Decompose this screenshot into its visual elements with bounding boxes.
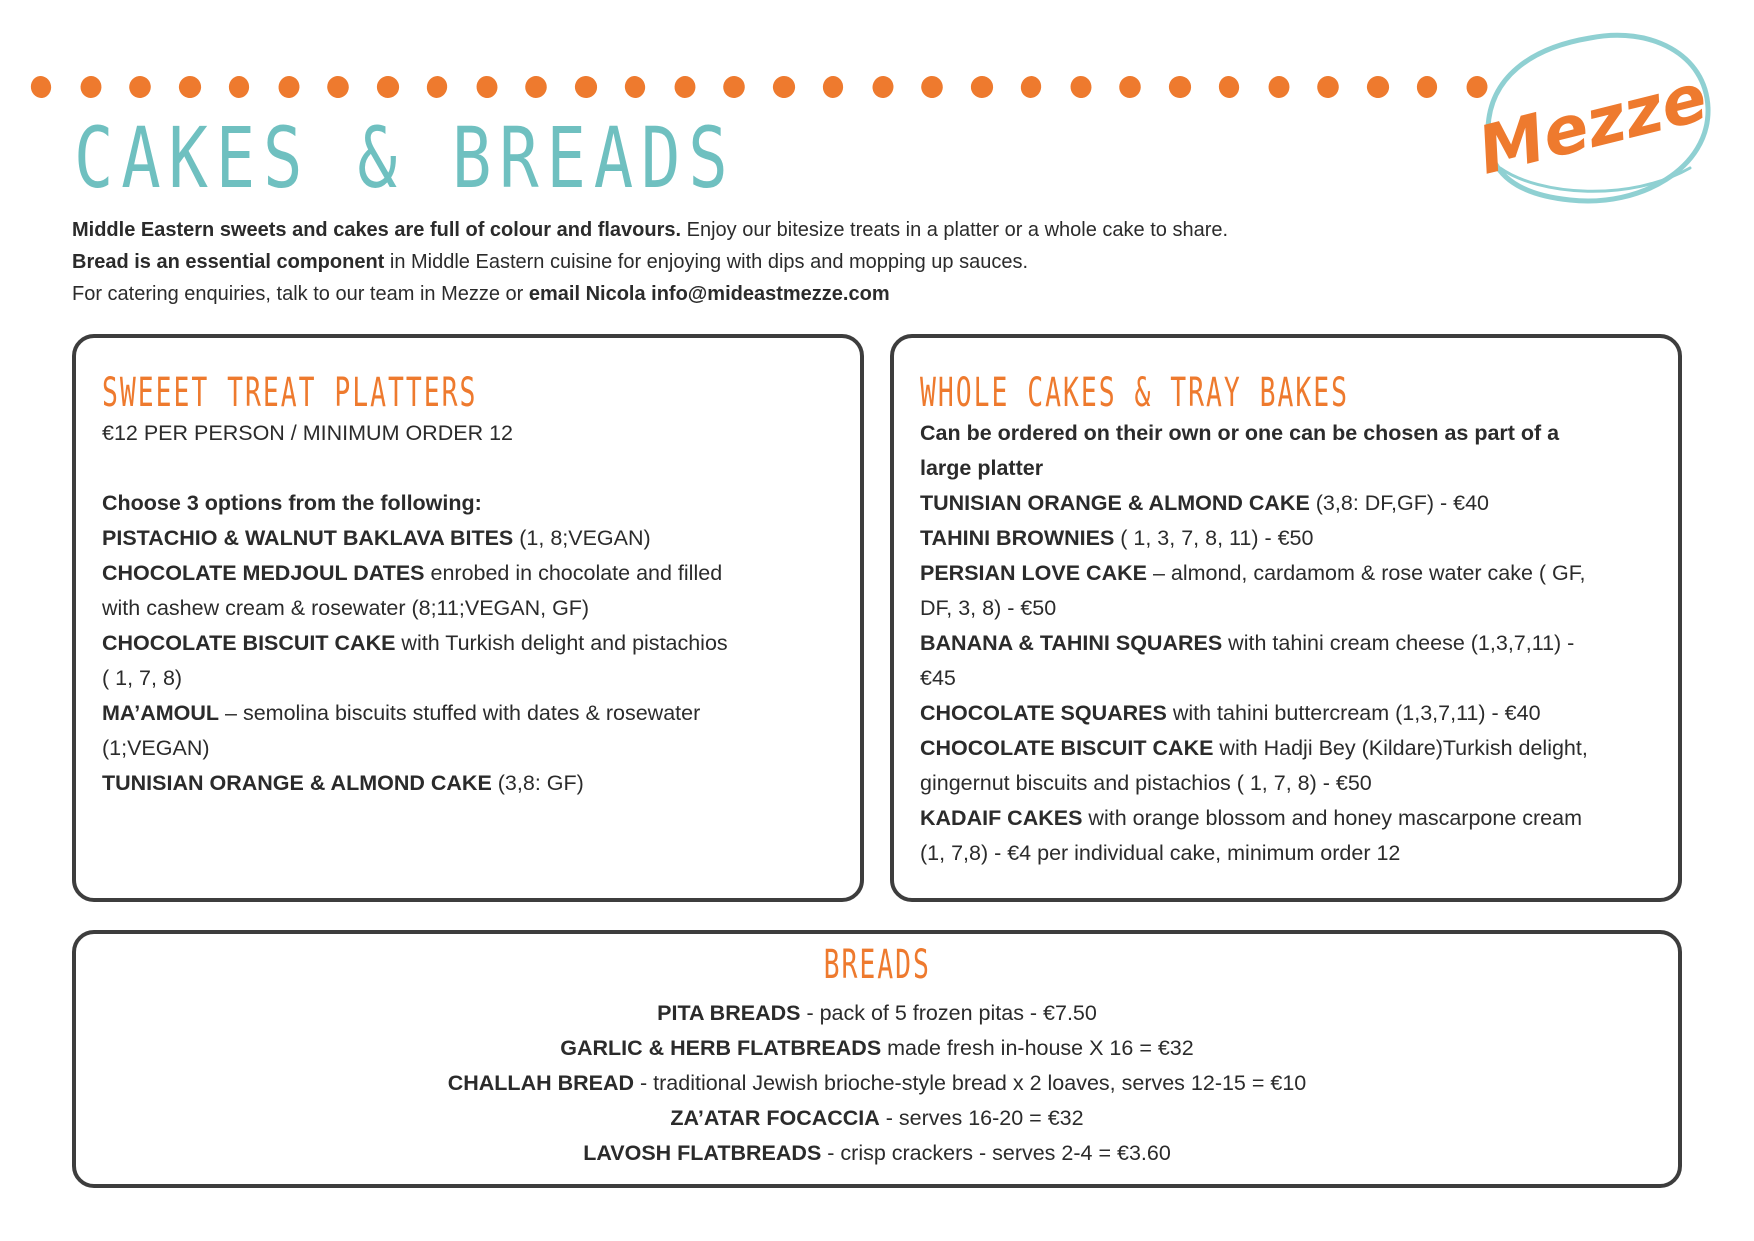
list-item: TAHINI BROWNIES ( 1, 3, 7, 8, 11) - €50 xyxy=(920,526,1314,550)
list-item: gingernut biscuits and pistachios ( 1, 7, 8) - €50 xyxy=(920,771,1372,795)
dot-icon xyxy=(229,76,250,99)
list-item: TUNISIAN ORANGE & ALMOND CAKE (3,8: DF,GF) - €40 xyxy=(920,491,1490,515)
logo-text: Mezze xyxy=(1480,58,1715,190)
list-item: MA’AMOUL – semolina biscuits stuffed with dates & rosewater xyxy=(102,701,701,725)
breads-title: BREADS xyxy=(823,942,931,988)
platters-title: SWEEET TREAT PLATTERS xyxy=(102,370,478,416)
dot-icon xyxy=(823,76,844,99)
list-item: ( 1, 7, 8) xyxy=(102,666,183,690)
logo-ring-icon xyxy=(1480,18,1718,218)
breads-panel xyxy=(72,930,1682,1188)
list-item: CHALLAH BREAD - traditional Jewish brioche-style bread x 2 loaves, serves 12-15 = €10 xyxy=(447,1071,1307,1095)
dot-icon xyxy=(1365,74,1391,100)
intro-text xyxy=(72,214,1472,310)
dot-icon xyxy=(276,74,302,100)
breads-list xyxy=(76,996,1678,1171)
cakes-list xyxy=(920,486,1660,871)
platters-choose: Choose 3 options from the following: xyxy=(102,491,482,515)
list-item: TUNISIAN ORANGE & ALMOND CAKE (3,8: GF) xyxy=(102,771,584,795)
dot-icon xyxy=(425,74,450,100)
page-title: CAKES & BREADS xyxy=(74,109,736,207)
dot-icon xyxy=(572,74,599,101)
list-item: (1;VEGAN) xyxy=(102,736,210,760)
cakes-title: WHOLE CAKES & TRAY BAKES xyxy=(920,370,1349,416)
dot-icon xyxy=(1166,74,1193,101)
dot-icon xyxy=(474,74,498,99)
list-item: DF, 3, 8) - €50 xyxy=(920,596,1057,620)
dot-icon xyxy=(525,76,547,99)
dot-icon xyxy=(1068,74,1092,99)
dot-icon xyxy=(1019,74,1044,100)
intro-line-1: Middle Eastern sweets and cakes are full of colour and flavours. Enjoy our bitesize treats in a platter or a whole cake to share. xyxy=(72,219,1229,241)
list-item: PITA BREADS - pack of 5 frozen pitas - €7.50 xyxy=(657,1001,1097,1025)
dot-icon xyxy=(80,76,102,99)
email-contact: email Nicola info@mideastmezze.com xyxy=(528,283,890,305)
list-item: KADAIF CAKES with orange blossom and honey mascarpone cream xyxy=(920,806,1583,830)
dot-icon xyxy=(870,74,896,100)
dot-icon xyxy=(771,74,797,100)
dot-icon xyxy=(970,76,993,99)
intro-line-2: Bread is an essential component in Middle Eastern cuisine for enjoying with dips and mopping up sauces. xyxy=(72,251,1029,273)
whole-cakes-panel xyxy=(890,334,1682,902)
dot-border xyxy=(30,76,1475,100)
list-item: CHOCOLATE MEDJOUL DATES enrobed in chocolate and filled xyxy=(102,561,723,585)
dot-icon xyxy=(1119,76,1141,99)
list-item: CHOCOLATE BISCUIT CAKE with Turkish delight and pistachios xyxy=(102,631,728,655)
dot-icon xyxy=(1268,76,1290,99)
list-item: PERSIAN LOVE CAKE – almond, cardamom & rose water cake ( GF, xyxy=(920,561,1586,585)
dot-icon xyxy=(325,74,350,99)
sweet-treat-platters-panel xyxy=(72,334,864,902)
mezze-logo xyxy=(1480,18,1718,218)
dot-icon xyxy=(1217,74,1241,99)
dot-icon xyxy=(1417,76,1438,99)
list-item: ZA’ATAR FOCACCIA - serves 16-20 = €32 xyxy=(670,1106,1084,1130)
list-item: PISTACHIO & WALNUT BAKLAVA BITES (1, 8;VEGAN) xyxy=(102,526,651,550)
dot-icon xyxy=(1315,74,1341,101)
dot-icon xyxy=(376,76,399,99)
dot-icon xyxy=(29,74,53,99)
intro-line-3: For catering enquiries, talk to our team in Mezze or email Nicola info@mideastmezze.com xyxy=(72,283,890,305)
list-item: BANANA & TAHINI SQUARES with tahini cream cheese (1,3,7,11) - xyxy=(920,631,1575,655)
platters-price: €12 PER PERSON / MINIMUM ORDER 12 xyxy=(102,421,513,445)
list-item: €45 xyxy=(920,666,956,690)
list-item: CHOCOLATE SQUARES with tahini buttercream (1,3,7,11) - €40 xyxy=(920,701,1541,725)
platters-list xyxy=(102,521,842,801)
list-item: CHOCOLATE BISCUIT CAKE with Hadji Bey (Kildare)Turkish delight, xyxy=(920,736,1588,760)
dot-icon xyxy=(919,74,944,99)
dot-icon xyxy=(623,74,647,99)
list-item: LAVOSH FLATBREADS - crisp crackers - serves 2-4 = €3.60 xyxy=(583,1141,1171,1165)
dot-icon xyxy=(127,74,153,101)
dot-icon xyxy=(721,74,747,101)
cakes-intro-2: large platter xyxy=(920,456,1044,480)
dot-icon xyxy=(177,74,203,100)
list-item: GARLIC & HERB FLATBREADS made fresh in-house X 16 = €32 xyxy=(560,1036,1194,1060)
list-item: with cashew cream & rosewater (8;11;VEGAN, GF) xyxy=(102,596,590,620)
list-item: (1, 7,8) - €4 per individual cake, minimum order 12 xyxy=(920,841,1401,865)
dot-icon xyxy=(674,76,696,99)
cakes-intro-1: Can be ordered on their own or one can be chosen as part of a xyxy=(920,421,1560,445)
